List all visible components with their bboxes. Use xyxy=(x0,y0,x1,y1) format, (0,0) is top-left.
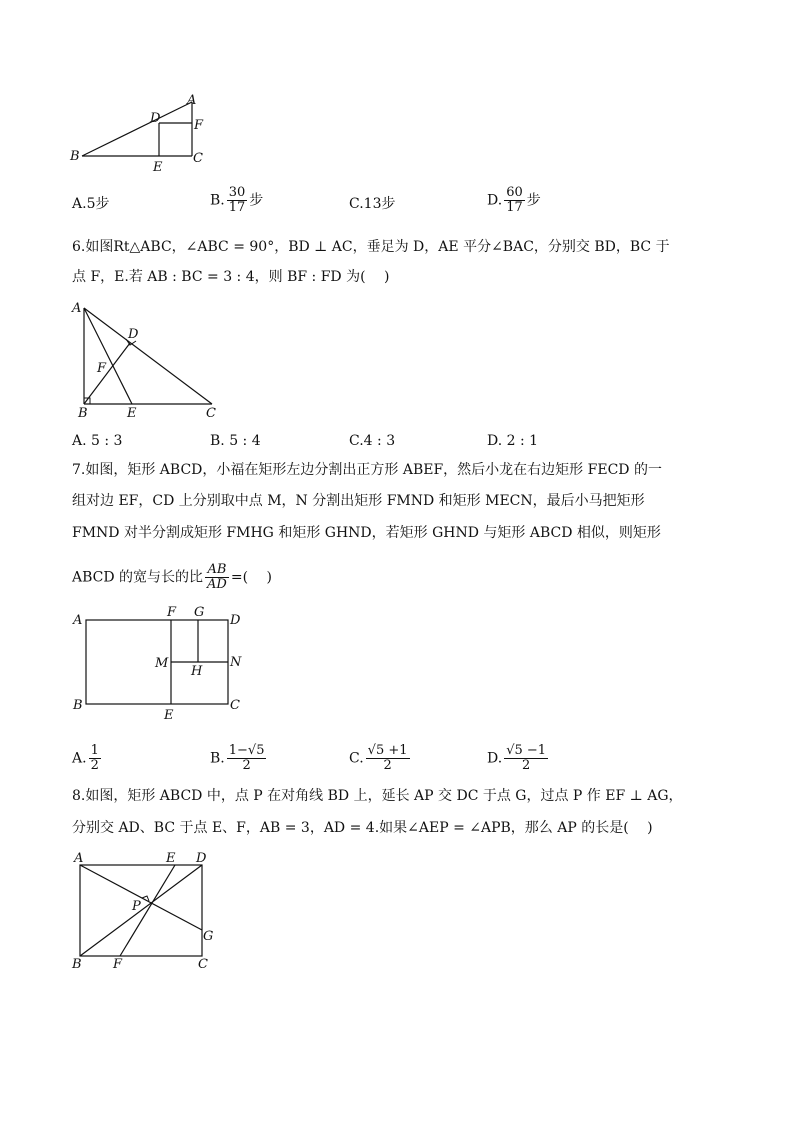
q7-label-f: F xyxy=(167,605,177,620)
option-suffix: 步 xyxy=(249,192,264,209)
q7-label-m: M xyxy=(155,656,169,671)
q8-label-e: E xyxy=(166,851,176,866)
fraction: $\frac{1}{2}$ xyxy=(90,743,99,773)
q7-option-d[interactable] xyxy=(487,744,550,773)
option-label: C. xyxy=(349,750,364,767)
q7-option-a[interactable] xyxy=(72,744,103,773)
option-text: 5步 xyxy=(86,196,110,212)
q6-figure xyxy=(66,298,226,420)
q6-label-c: C xyxy=(206,406,216,420)
q5-option-d[interactable] xyxy=(487,186,541,215)
q8-figure xyxy=(66,848,226,974)
q7-label-h: H xyxy=(191,664,203,679)
q5-option-c[interactable] xyxy=(349,194,396,214)
option-label: D. xyxy=(487,433,503,449)
fraction: $\frac{√5 -1}{2}$ xyxy=(506,743,547,773)
q7-label-e: E xyxy=(164,708,174,723)
option-label: B. xyxy=(210,192,225,209)
q5-option-b[interactable] xyxy=(210,186,263,215)
option-text: 13步 xyxy=(363,196,396,212)
q6-option-d[interactable] xyxy=(487,431,538,451)
q6-label-d: D xyxy=(128,327,139,342)
option-label: B. xyxy=(210,433,225,449)
q6-label-a: A xyxy=(72,301,82,316)
option-text: 5 : 3 xyxy=(91,433,123,449)
option-text: 4 : 3 xyxy=(363,433,396,449)
q7-option-c[interactable] xyxy=(349,744,412,773)
option-label: D. xyxy=(487,192,503,209)
q8-stem-line1: 8.如图，矩形 ABCD 中，点 P 在对角线 BD 上，延长 AP 交 DC 于点 G，过点 P 作 EF ⊥ AG， xyxy=(72,788,683,804)
fraction: $\frac{√5 +1}{2}$ xyxy=(367,743,408,773)
q6-option-a[interactable] xyxy=(72,431,122,451)
q7-figure xyxy=(66,602,256,724)
option-label: A. xyxy=(72,196,87,212)
q8-label-b: B xyxy=(72,957,82,972)
q7-label-a: A xyxy=(73,613,83,628)
fraction: $\frac{AB}{AD}$ xyxy=(207,562,227,592)
q7-stem-line3: FMND 对半分割成矩形 FMHG 和矩形 GHND，若矩形 GHND 与矩形 ABCD 相似，则矩形 xyxy=(72,525,661,541)
q8-label-g: G xyxy=(203,929,214,944)
option-label: C. xyxy=(349,433,364,449)
option-text: 5 : 4 xyxy=(229,433,261,449)
q7-label-b: B xyxy=(73,698,83,713)
q5-label-e: E xyxy=(153,160,163,174)
option-label: D. xyxy=(487,750,503,767)
stem-text: =( ) xyxy=(230,569,272,586)
q7-label-n: N xyxy=(230,655,242,670)
q7-stem-line4 xyxy=(72,563,272,592)
q8-stem-line2: 分别交 AD、BC 于点 E、F，AB = 3，AD = 4.如果∠AEP = ∠APB，那么 AP 的长是( ) xyxy=(72,820,653,836)
q6-label-e: E xyxy=(127,406,137,420)
q8-label-p: P xyxy=(132,899,141,914)
q5-option-a[interactable] xyxy=(72,194,109,214)
q6-stem-line2: 点 F，E.若 AB : BC = 3 : 4，则 BF : FD 为( ) xyxy=(72,269,390,285)
q5-label-d: D xyxy=(150,111,161,126)
q7-label-g: G xyxy=(194,605,205,620)
option-label: A. xyxy=(72,433,87,449)
q5-label-f: F xyxy=(194,118,204,133)
q6-option-b[interactable] xyxy=(210,431,261,451)
q5-label-b: B xyxy=(70,149,80,164)
option-label: B. xyxy=(210,750,225,767)
option-suffix: 步 xyxy=(526,192,541,209)
q6-option-c[interactable] xyxy=(349,431,395,451)
q7-label-d: D xyxy=(230,613,241,628)
option-label: A. xyxy=(72,750,87,767)
fraction: $\frac{60}{17}$ xyxy=(506,185,523,215)
q6-stem-line1: 6.如图Rt△ABC，∠ABC = 90°，BD ⊥ AC，垂足为 D，AE 平分∠BAC，分别交 BD，BC 于 xyxy=(72,239,670,255)
q5-label-a: A xyxy=(187,93,197,108)
option-text: 2 : 1 xyxy=(506,433,539,449)
q6-label-f: F xyxy=(97,361,107,376)
option-label: C. xyxy=(349,196,364,212)
q7-stem-line2: 组对边 EF，CD 上分别取中点 M，N 分割出矩形 FMND 和矩形 MECN，最后小马把矩形 xyxy=(72,493,645,509)
stem-text: ABCD 的宽与长的比 xyxy=(72,569,204,586)
q8-label-f: F xyxy=(113,957,123,972)
q7-stem-line1: 7.如图，矩形 ABCD，小福在矩形左边分割出正方形 ABEF，然后小龙在右边矩形 FECD 的一 xyxy=(72,462,662,478)
q7-label-c: C xyxy=(230,698,240,713)
fraction: $\frac{1-√5}{2}$ xyxy=(228,743,265,773)
q6-label-b: B xyxy=(78,406,88,420)
fraction: $\frac{30}{17}$ xyxy=(228,185,246,215)
q8-label-d: D xyxy=(196,851,207,866)
q5-label-c: C xyxy=(193,151,203,166)
q8-label-a: A xyxy=(74,851,84,866)
q5-figure xyxy=(66,92,216,174)
q8-label-c: C xyxy=(198,957,208,972)
q7-option-b[interactable] xyxy=(210,744,268,773)
